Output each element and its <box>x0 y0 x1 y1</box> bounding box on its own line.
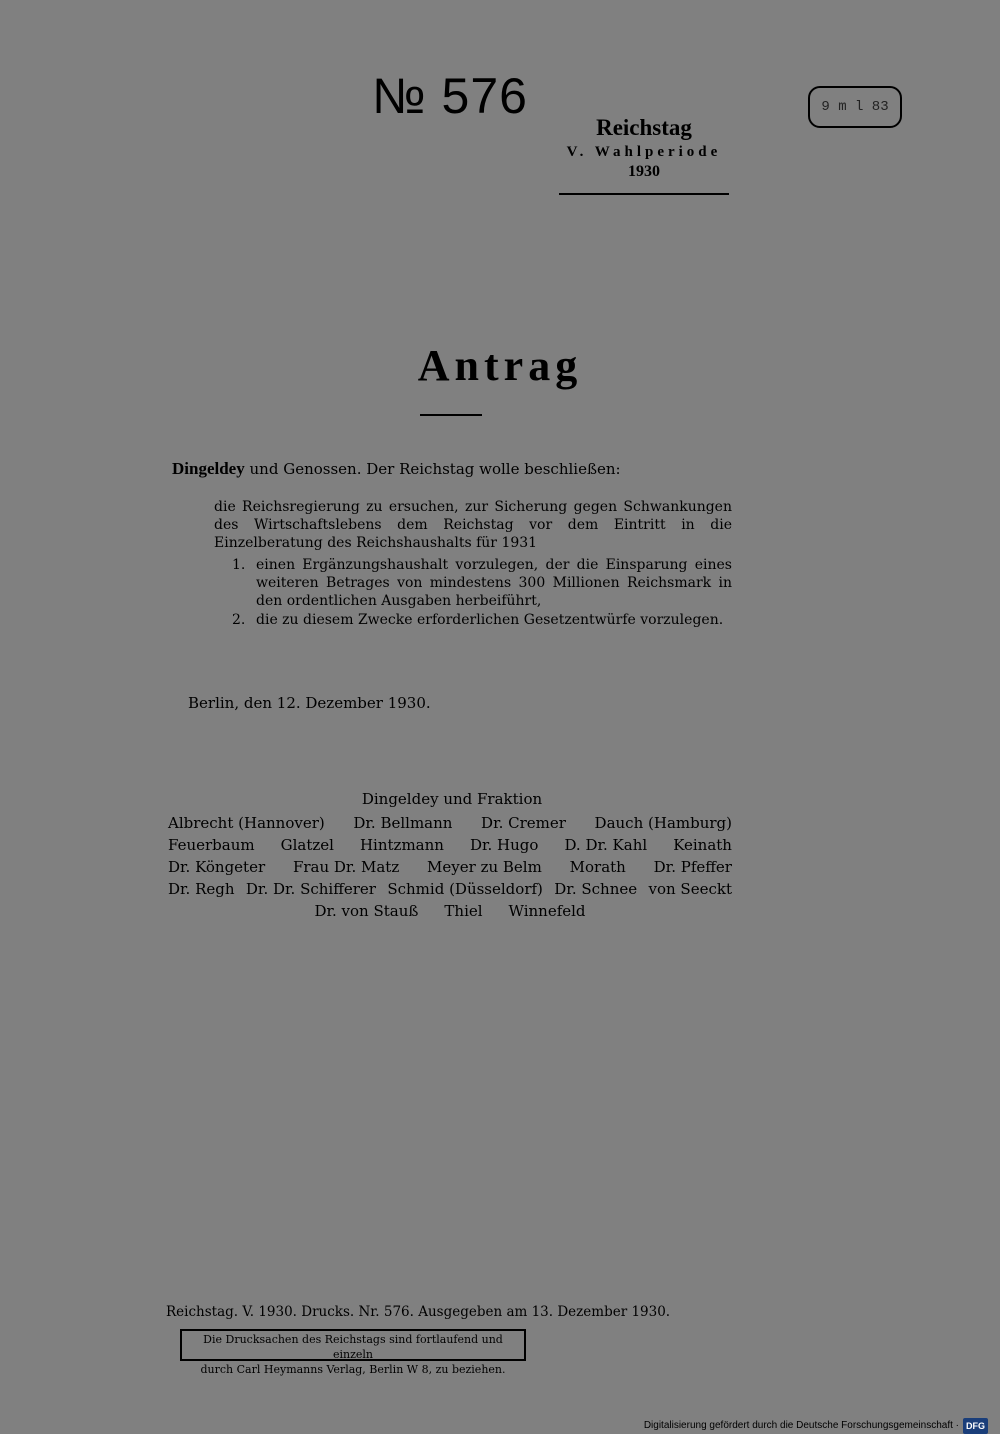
signatory: Dauch (Hamburg) <box>594 814 732 832</box>
title-divider <box>420 414 482 416</box>
header-divider <box>559 193 729 195</box>
item-text: die zu diesem Zwecke erforderlichen Gesetzentwürfe vorzulegen. <box>256 612 724 628</box>
intro-line <box>172 458 621 480</box>
signatory-row <box>168 878 732 900</box>
signatory: Dr. Schnee <box>554 880 638 898</box>
signatory: Albrecht (Hannover) <box>168 814 325 832</box>
print-info: Reichstag. V. 1930. Drucks. Nr. 576. Ausgegeben am 13. Dezember 1930. <box>166 1304 671 1320</box>
archive-stamp: 9 m l 83 <box>808 86 902 128</box>
document-title: Antrag <box>417 341 583 390</box>
digitization-credit <box>644 1418 988 1434</box>
signatory: D. Dr. Kahl <box>564 836 648 854</box>
signatory: Dr. Köngeter <box>168 858 266 876</box>
reichstag-period: V. Wahlperiode <box>566 144 722 160</box>
publisher-notice <box>180 1329 526 1376</box>
signatory: Schmid (Düsseldorf) <box>387 880 543 898</box>
signatory: Meyer zu Belm <box>427 858 542 876</box>
item-number: 1. <box>232 557 246 573</box>
document-number: № 576 <box>372 68 528 124</box>
motion-paragraph: die Reichsregierung zu ersuchen, zur Sicherung gegen Schwankungen des Wirtschaftslebens dem Reichstag vor dem Eintritt in die Einzelberatung des Reichshaushalts für 1931 <box>214 499 732 551</box>
signatory: Feuerbaum <box>168 836 255 854</box>
signatory: von Seeckt <box>648 880 732 898</box>
signatory: Dr. Bellmann <box>353 814 453 832</box>
signatory-row <box>168 856 732 878</box>
signatory: Dr. Pfeffer <box>653 858 732 876</box>
credit-text: Digitalisierung gefördert durch die Deutsche Forschungsgemeinschaft · <box>643 1420 959 1431</box>
signatories-heading: Dingeldey und Fraktion <box>361 790 543 808</box>
intro-text: und Genossen. Der Reichstag wolle beschließen: <box>249 460 621 478</box>
proposer-name: Dingeldey <box>172 459 245 478</box>
signatory-row <box>168 812 732 834</box>
signatory: Dr. von Stauß <box>314 902 419 920</box>
signatory: Hintzmann <box>359 836 444 854</box>
signatory: Frau Dr. Matz <box>292 858 400 876</box>
signatory: Morath <box>569 858 626 876</box>
dfg-logo: DFG <box>963 1418 988 1434</box>
motion-item <box>232 611 732 629</box>
signatories-list <box>168 812 732 922</box>
reichstag-year: 1930 <box>628 163 660 180</box>
item-number: 2. <box>232 612 246 628</box>
motion-items <box>232 556 732 630</box>
signatory-row <box>168 834 732 856</box>
date-line: Berlin, den 12. Dezember 1930. <box>188 694 431 712</box>
signatory: Keinath <box>673 836 732 854</box>
signatory: Dr. Cremer <box>481 814 566 832</box>
signatory: Glatzel <box>280 836 334 854</box>
item-text: einen Ergänzungshaushalt vorzulegen, der die Einsparung eines weiteren Betrages von mindestens 300 Millionen Reichsmark in den ordentlichen Ausgaben herbeiführt, <box>256 557 732 609</box>
signatory: Dr. Hugo <box>469 836 539 854</box>
signatory: Dr. Dr. Schifferer <box>245 880 376 898</box>
signatory-row <box>168 900 732 922</box>
signatory: Dr. Regh <box>168 880 235 898</box>
reichstag-header <box>555 114 733 182</box>
reichstag-name: Reichstag <box>596 115 692 140</box>
signatory: Thiel <box>444 902 483 920</box>
publisher-notice-line: Die Drucksachen des Reichstags sind fortlaufend und einzeln <box>203 1333 503 1361</box>
motion-item <box>232 556 732 610</box>
signatory: Winnefeld <box>508 902 586 920</box>
publisher-notice-line: durch Carl Heymanns Verlag, Berlin W 8, zu beziehen. <box>200 1363 506 1376</box>
